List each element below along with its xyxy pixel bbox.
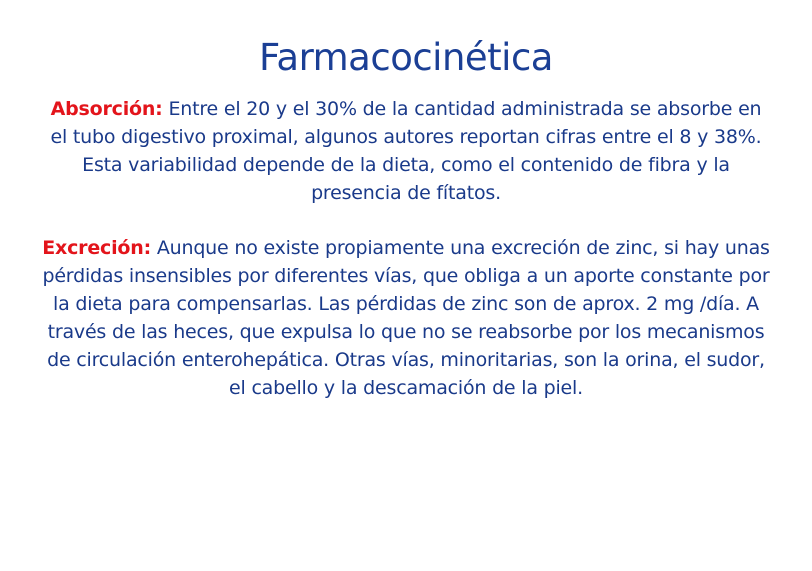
absorption-text: Entre el 20 y el 30% de la cantidad administrada se absorbe en el tubo digestivo proximal, algunos autores reportan cifras entre el 8 y 38%. Esta variabilidad depende de la dieta, como el contenido de fibra y la presencia de fítatos. bbox=[50, 98, 762, 204]
absorption-label: Absorción: bbox=[50, 98, 163, 120]
excretion-label: Excreción: bbox=[42, 237, 151, 259]
excretion-text: Aunque no existe propiamente una excreción de zinc, si hay unas pérdidas insensibles por diferentes vías, que obliga a un aporte constante por la dieta para compensarlas. Las pérdidas de zinc son de aprox. 2 mg /día. A través de las heces, que expulsa lo que no se reabsorbe por los mecanismos de circulación enterohepática. Otras vías, minoritarias, son la orina, el sudor, el cabello y la descamación de la piel. bbox=[42, 237, 770, 399]
excretion-paragraph bbox=[40, 234, 772, 402]
slide-title: Farmacocinética bbox=[259, 36, 553, 79]
absorption-paragraph bbox=[40, 95, 772, 207]
